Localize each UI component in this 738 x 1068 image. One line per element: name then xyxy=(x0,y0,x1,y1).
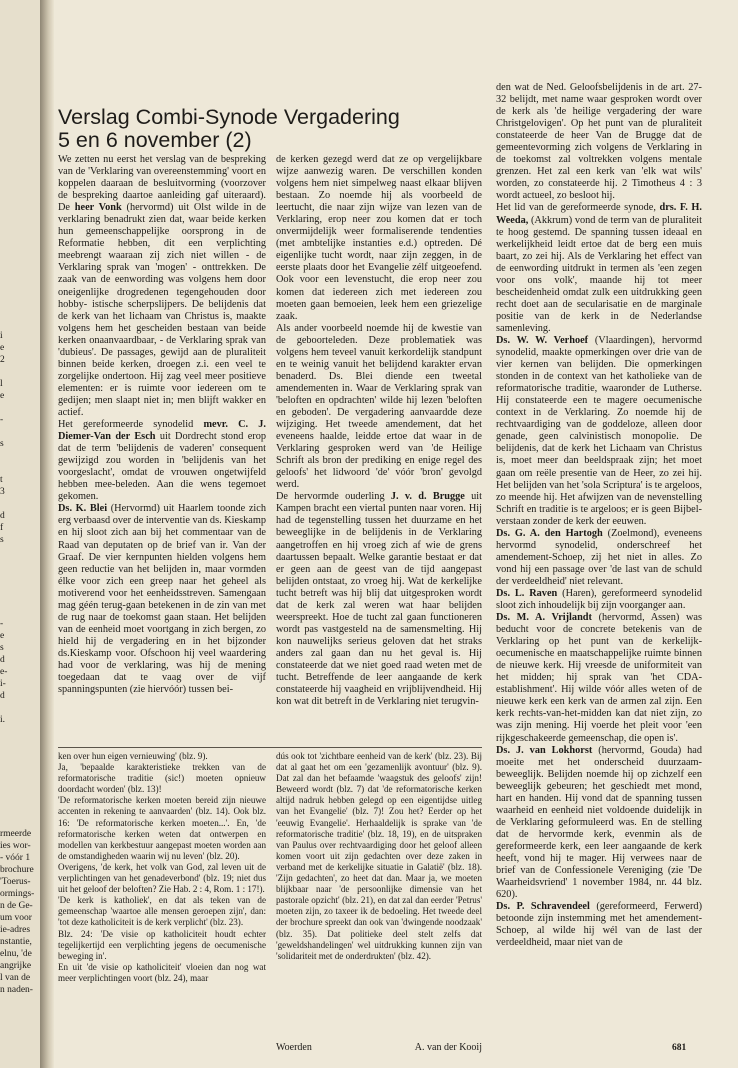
previous-page-fragment: ie-adres xyxy=(0,925,31,935)
previous-page-fragment: elnu, 'de xyxy=(0,949,32,959)
paragraph xyxy=(276,154,482,323)
previous-page-fragment: n de Ge- xyxy=(0,901,33,911)
previous-page-fragment: e xyxy=(0,631,5,641)
paragraph xyxy=(58,154,266,419)
previous-page-fragment: ormings- xyxy=(0,889,35,899)
speaker-name: J. v. d. Brugge xyxy=(390,491,465,503)
previous-page-fragment: e xyxy=(0,343,5,353)
paragraph-text: (hervormd, Gouda) had moeite met het onderscheid duurzaam-beweeglijk. Belijden noemde hij op zichzelf een beweeglijk gebeuren; het geschiedt met mond, hart en handen. Hij vond dat de spanning tussen waarheid en eenheid niet voldoende duidelijk in de Verklaring geformuleerd was. En de stelling dat de hervormde kerk, evenmin als de gereformeerde kerk, een leer aangaande de kerk heeft, vond hij te mager. Hij verwees naar de brief van de Confessionele Vereniging (zie 'De Waarheidsvriend' 1 november 1984, nr. 44 blz. 620). xyxy=(496,744,702,901)
speaker-name: Ds. G. A. den Hartogh xyxy=(496,527,603,539)
paragraph-text: den wat de Ned. Geloofsbelijdenis in de art. 27-32 belijdt, met name waar gesproken wordt over de kerk als 'de heilige vergadering der ware Christgelovigen'. Op het punt van de pluraliteit constateerde de heer Van de Brugge dat de gemeentevorming zich volgens de Verklaring in de toekomst zal voltrekken volgens mentale grenzen. Het zal een kerk van 'elk wat wils' worden, zo constateerde hij. 2 Timotheus 4 : 3 wordt actueel, zo besloot hij. xyxy=(496,82,702,202)
previous-page-fragment: 3 xyxy=(0,487,5,497)
paragraph-text: uit Dordrecht stond erop dat de term 'belijdenis de vaderen' consequent gewijzigd zou worden in 'belijdenis van het voorgeslacht', omdat de vrouwen ongetwijfeld hebben mee-beleden. Aan die wens tegemoet gekomen. xyxy=(58,431,266,503)
text-column-2 xyxy=(276,154,482,708)
paragraph xyxy=(496,612,702,745)
speaker-name: Ds. P. Schravendeel xyxy=(496,901,590,913)
paragraph-text: (Akkrum) vond de term van de pluraliteit te hoog gestemd. De spanning tussen ideaal en werkelijkheid leidt ertoe dat de berg een muis baart, zo zei hij. Als de Verklaring het effect van de eenwording uitdrukt in termen als 'een zegen voor ons volk', maande hij tot meer bescheidenheid omdat zulk een uitdrukking geen recht doet aan de secularisatie en de marginale positie van de kerk in de Nederlandse samenleving. xyxy=(496,214,702,334)
footnote: 'De kerk is katholiek', en dat als teken van de gemeenschap 'waartoe alle mensen geroepen zijn', dan: 'tot deze katholiciteit is de kerk verplicht' (blz. 23). xyxy=(58,895,266,928)
paragraph xyxy=(58,503,266,696)
previous-page-fragment: 'Toerus- xyxy=(0,877,31,887)
footnote: En uit 'de visie op katholiciteit' vloeien dan nog wat meer verplichtingen voort (blz. 24), maar xyxy=(58,961,266,983)
previous-page-fragment: i xyxy=(0,331,3,341)
speaker-name: Ds. J. van Lokhorst xyxy=(496,744,593,756)
previous-page-fragment: ies wor- xyxy=(0,841,31,851)
paragraph xyxy=(496,901,702,949)
footnotes-column-2 xyxy=(276,751,482,962)
previous-page-fragment: l van de xyxy=(0,973,31,983)
paragraph-text: uit Kampen bracht een viertal punten naar voren. Hij had de tegenstelling tussen het duurzame en het beweeglijke in de belijdenis in de Verklaring aangetroffen en hij vroeg zich af wie de grens daartussen bepaalt. Welke garantie bestaat er dat er geen aan de geest van de tijd aangepast belijden ontstaat, zo vroeg hij. Wat de kerkelijke tucht betreft was hij blij dat uitgesproken wordt dat de kerk zal weren wat haar belijden weerspreekt. Hoe de tucht zal gaan functioneren wordt pas vastgesteld na de samensmelting. Hij kon nauwelijks serieus geloven dat het straks anders zal gaan dan nu het geval is. Hij constateerde dat we niet goed raad weten met de tucht. Betreffende de leer aangaande de kerk constateerde hij vaagheid en vrijblijvendheid. Hij kon wat dit betreft in de Verklaring niet terugvin- xyxy=(276,491,482,708)
paragraph xyxy=(276,323,482,492)
previous-page-fragment: i. xyxy=(0,715,6,725)
speaker-name: Ds. W. W. Verhoef xyxy=(496,334,589,346)
previous-page-fragment: d xyxy=(0,691,5,701)
footnote: 'De reformatorische kerken moeten bereid zijn nieuwe accenten in rekening te aanvaarden' (blz. 14). Ook blz. 16: 'De reformatorische kerken moeten...'. En, 'de reformatorische kerken weten dat ontwerpen en modellen van kerkbestuur aangepast moeten worden aan de omstandigheden waarin wij nu leven' (blz. 20). xyxy=(58,795,266,861)
footnote: Blz. 24: 'De visie op katholiciteit houdt echter tegelijkertijd een verplichting jegens de oecumenische beweging in'. xyxy=(58,928,266,961)
speaker-name: heer Vonk xyxy=(74,202,122,214)
paragraph-text: We zetten nu eerst het verslag van de bespreking van de 'Verklaring van overeenstemming' voort en koppelen daaraan de besluitvorming (voorzover de bespreking daartoe aanleiding gaf uiteraard). De xyxy=(58,154,266,214)
text-column-3 xyxy=(496,82,702,949)
paragraph xyxy=(496,202,702,335)
paragraph xyxy=(496,82,702,202)
paragraph xyxy=(496,335,702,528)
previous-page-fragment: s xyxy=(0,535,4,545)
article-title xyxy=(58,106,478,152)
footnote: dús ook tot 'zichtbare eenheid van de kerk' (blz. 23). Bij dat al gaat het om een 'gezamenlijk avontuur' (blz. 9). Dat zal dan het befaamde 'waagstuk des geloofs' zijn! Beweerd wordt (blz. 7) dat 'de reformatorische kerken altijd nadruk hebben gelegd op een eigentijdse uitleg van het Evangelie' (blz. 7)! Zou het? Eerder op het 'eeuwig Evangelie'. Herhaaldelijk is sprake van 'de reformatorische traditie' (blz. 18, 19), en de uitspraken van Paulus over rechtvaardiging door het geloof alleen komen voort uit zijn gedachten over deze zaken in verband met de kerkelijke situatie in Galatië' (blz. 18). 'Zijn gedachten', zo heet dat dan. Maar ja, we moeten blijkbaar naar 'de persoonlijke dimensie van het pastorale opzicht' (blz. 21), en dat zal dan eerder 'Petrus' moeten zijn, zo taxeer ik de bedoeling. Het tweede deel der brochure spreekt dan ook van 'dwingende noodzaak' (blz. 35). Dat politieke deel stelt zelfs dat 'geweldshandelingen' wel uitdrukking kunnen zijn van 'solidariteit met de onderdrukten' (blz. 42). xyxy=(276,751,482,961)
previous-page-fragment: s xyxy=(0,439,4,449)
footnote-divider xyxy=(58,747,482,748)
previous-page-fragment: n naden- xyxy=(0,985,33,995)
footnote: ken over hun eigen vernieuwing' (blz. 9). xyxy=(58,751,208,761)
previous-page-fragment: s xyxy=(0,643,4,653)
speaker-name: mevr. C. J. Diemer-Van der Esch xyxy=(58,419,266,443)
paragraph xyxy=(276,491,482,708)
page-gutter xyxy=(40,0,54,1068)
previous-page-fragment: d xyxy=(0,655,5,665)
paragraph-text: Als ander voorbeeld noemde hij de kwestie van de geboorteleden. Deze problematiek was volgens hem teveel vanuit kerkordelijk standpunt en te weinig vanuit het belijdend karakter ervan benaderd. Ds. Blei diende een tweetal amendementen in. Waar de Verklaring sprak van 'beloften en opdrachten' wilde hij lezen 'beloften en geboden'. De vergadering aanvaardde deze wijziging. Het tweede amendement, dat het eveneens haalde, leidde ertoe dat waar in de Verklaring gesproken werd van 'de Heilige Schrift als bron der prediking en enige regel des geloofs' het lidwoord 'de' vóór 'bron' gevolgd werd. xyxy=(276,322,482,491)
page-number: 681 xyxy=(672,1043,687,1053)
paragraph-text: (gereformeerd, Ferwerd) betoonde zijn instemming met het amendement-Schoep, al wilde hij wél van de last der verdeeldheid, maar niet van de xyxy=(496,901,702,949)
paragraph-text: (Haren), gereformeerd synodelid sloot zich inhoudelijk bij zijn voorganger aan. xyxy=(496,587,702,612)
speaker-name: drs. F. H. Weeda, xyxy=(496,202,702,226)
previous-page-fragment: brochure xyxy=(0,865,34,875)
paragraph xyxy=(496,528,702,588)
paragraph-text: Het gereformeerde synodelid xyxy=(58,419,204,431)
previous-page-strip xyxy=(0,0,41,1068)
paragraph xyxy=(496,588,702,612)
previous-page-fragment: 2 xyxy=(0,355,5,365)
paragraph-text: De hervormde ouderling xyxy=(276,491,391,503)
previous-page-fragment: nstantie, xyxy=(0,937,32,947)
paragraph-text: Het lid van de gereformeerde synode, xyxy=(496,202,660,214)
paragraph-text: (hervormd, Assen) was beducht voor de concrete betekenis van de Verklaring op het punt van de kerkelijk-oecumenische en maatschappelijke ruimte binnen de nieuwe kerk. Hij vreesde de uniformiteit van het midden; hij sprak van 'het CDA-establishment'. Hij wilde vóór alles weten of de nieuwe kerk een kerk van de armen zal zijn. Een kerk rechts-van-het-midden kan dat niet zijn, zo was zijn mening. Hij voerde het pleit voor 'een rijkgeschakeerde gemeenschap, die open is'. xyxy=(496,612,702,744)
previous-page-fragment: e- xyxy=(0,667,8,677)
paragraph-text: de kerken gezegd werd dat ze op vergelijkbare wijze aanwezig waren. De verschillen konden volgens hem niet simpelweg naast elkaar blijven bestaan. Zo noemde hij als voorbeeld de leertucht, die naar zijn wijze van lezen van de Verklaring, erop neer zou komen dat er toch onvermijdelijk weer formaliserende tendenties (met ambtelijke instanties e.d.) optreden. Dé eigenlijke tucht wordt, naar zijn zeggen, in de eerste plaats door het Evangelie zélf uitgeoefend. Ook voor een levenstucht, die erop neer zou komen dat iedereen zich met iedereen zou moeten gaan bemoeien, leek hem een griezelige zaak. xyxy=(276,154,482,322)
paragraph xyxy=(496,745,702,902)
previous-page-fragment: t xyxy=(0,475,3,485)
previous-page-fragment: l xyxy=(0,379,3,389)
title-line-1: Verslag Combi-Synode Vergadering xyxy=(58,105,400,129)
footnote: Ja, 'bepaalde karakteristieke trekken van de reformatorische traditie (sic!) moeten opnieuw doordacht worden' (blz. 13)! xyxy=(58,762,266,795)
paragraph-text: (Vlaardingen), hervormd synodelid, maakte opmerkingen over drie van de vier kernen van belijden. Die opmerkingen stonden in de context van het katholieke van de reformatorische traditie, waaronder de Lutherse. Hij constateerde een te magere oecumenische context in de Verklaring. Zo noemde hij de rechtvaardiging van de goddeloze, alleen door genade, geen calvinistisch monopolie. De belijdenis, dat de kerk het Lichaam van Christus is, moet meer dan beeldspraak zijn; het moet gaan om reële presentie van de Heer, zo zei hij. Het belijden van het 'sola Scriptura' is te argeloos, zo meende hij. Het afwijzen van de nevenstelling Schrift en traditie is te argeloos; er is geen Bijbel- verstaan zonder de kerk der eeuwen. xyxy=(496,334,702,527)
title-line-2: 5 en 6 november (2) xyxy=(58,128,252,152)
previous-page-fragment: - xyxy=(0,415,4,425)
footnotes-column-1 xyxy=(58,751,266,984)
paragraph-text: (Zoelmond), eveneens hervormd synodelid, onderschreef het amendement-Schoep, zij het niet in alles. Zo vond hij een passage over 'de last van de schuld der verdeeldheid' niet relevant. xyxy=(496,527,703,587)
speaker-name: Ds. L. Raven xyxy=(496,587,558,599)
speaker-name: Ds. K. Blei xyxy=(58,503,108,515)
footnote: Overigens, 'de kerk, het volk van God, zal leven uit de verplichtingen van het genadeverbond' (blz. 19; niet dus uit het geloof der beloften? Zie Hab. 2 : 4, Rom. 1 : 17!). xyxy=(58,861,266,895)
paragraph-text: (hervormd) uit Olst wilde in de verklaring benadrukt zien dat, waar beide kerken hun gemeenschappelijke oorsprong in de Reformatie hebben, dit een verplichting meebrengt waaraan zij zich niet willen - de Verklaring sprak van 'mogen' - onttrekken. De zaak van de eenwording was volgens hem door oneigenlijke drogredenen tegengehouden door hobby- istische scherpslijpers. De belijdenis dat de kerk van het lichaam van Christus is, maakte volgens hem het gescheiden bestaan van beide kerken onaanvaardbaar, - de Verklaring sprak van 'dubieus'. De passages, gewijd aan de pluraliteit binnen beide kerken, droegen z.i. een veel te zorgelijke ondertoon. Hij zag veel meer positieve elementen: er is ruimte voor iedereen om te gedijen; men slaapt niet in; men blijft wakker en actief. xyxy=(58,202,266,418)
previous-page-fragment: um voor xyxy=(0,913,32,923)
paragraph-text: (Hervormd) uit Haarlem toonde zich erg verbaasd over de interventie van ds. Kieskamp en hij sloot zich aan bij het commentaar van de Raad van deputaten op de brief van ir. Van der Graaf. De vier kernpunten hielden volgens hem geen reductie van het belijden in, maar vormden élke voor zich een greep naar het geheel als motiverend voor het eenheidsstreven. Samengaan mag géén terug-gaan betekenen in de zin van met de rug naar de toekomst gaan staan. Het belijden van de eenheid moet voortgang in zich bergen, zo hield hij de vergadering en in het bijzonder ds.Kieskamp voor. Ofschoon hij veel waardering had voor de verklaring, was hij de mening toegedaan dat te vaag over de vijf spanningspunten (zie hiervóór) tussen bei- xyxy=(58,503,266,696)
previous-page-fragment: - xyxy=(0,619,4,629)
place-of-writing: Woerden xyxy=(276,1042,312,1053)
previous-page-fragment: f xyxy=(0,523,4,533)
previous-page-fragment: d xyxy=(0,511,5,521)
previous-page-fragment: e xyxy=(0,391,5,401)
speaker-name: Ds. M. A. Vrijlandt xyxy=(496,612,592,624)
previous-page-fragment: - vóór 1 xyxy=(0,853,31,863)
previous-page-fragment: rmeerde xyxy=(0,829,32,839)
text-column-1 xyxy=(58,154,266,696)
previous-page-fragment: angrijke xyxy=(0,961,32,971)
author-name: A. van der Kooij xyxy=(414,1042,482,1053)
previous-page-fragment: i- xyxy=(0,679,6,689)
paragraph xyxy=(58,419,266,503)
